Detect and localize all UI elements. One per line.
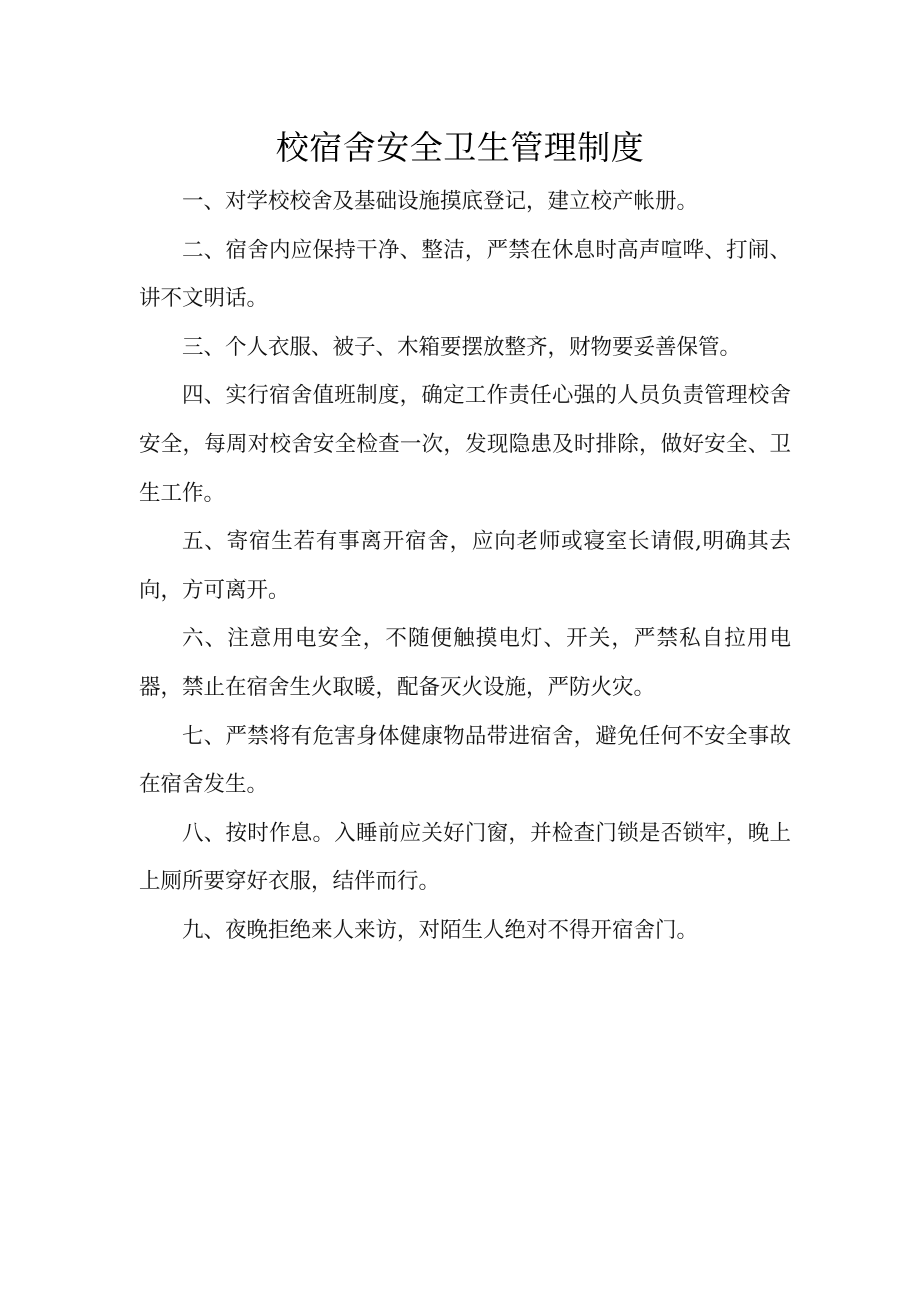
- rule-paragraph-8: 八、按时作息。入睡前应关好门窗，并检查门锁是否锁牢，晚上上厕所要穿好衣服，结伴而行。: [139, 820, 791, 895]
- document-title: 校宿舍安全卫生管理制度: [275, 128, 645, 167]
- rule-paragraph-5: 五、寄宿生若有事离开宿舍，应向老师或寝室长请假,明确其去向，方可离开。: [139, 529, 791, 603]
- rule-paragraph-6: 六、注意用电安全，不随便触摸电灯、开关，严禁私自拉用电器，禁止在宿舍生火取暖，配备灭火设施，严防火灾。: [139, 626, 791, 700]
- rule-paragraph-2: 二、宿舍内应保持干净、整洁，严禁在休息时高声喧哗、打闹、讲不文明话。: [139, 237, 791, 312]
- document-body: [139, 178, 791, 956]
- rule-paragraph-9: 九、夜晚拒绝来人来访，对陌生人绝对不得开宿舍门。: [182, 917, 699, 943]
- rule-paragraph-7: 七、严禁将有危害身体健康物品带进宿舍，避免任何不安全事故在宿舍发生。: [139, 723, 791, 798]
- rule-paragraph-1: 一、对学校校舍及基础设施摸底登记，建立校产帐册。: [182, 189, 699, 214]
- rule-paragraph-4: 四、实行宿舍值班制度，确定工作责任心强的人员负责管理校舍安全，每周对校舍安全检查一次，发现隐患及时排除，做好安全、卫生工作。: [139, 383, 791, 506]
- rule-paragraph-3: 三、个人衣服、被子、木箱要摆放整齐，财物要妥善保管。: [182, 334, 742, 360]
